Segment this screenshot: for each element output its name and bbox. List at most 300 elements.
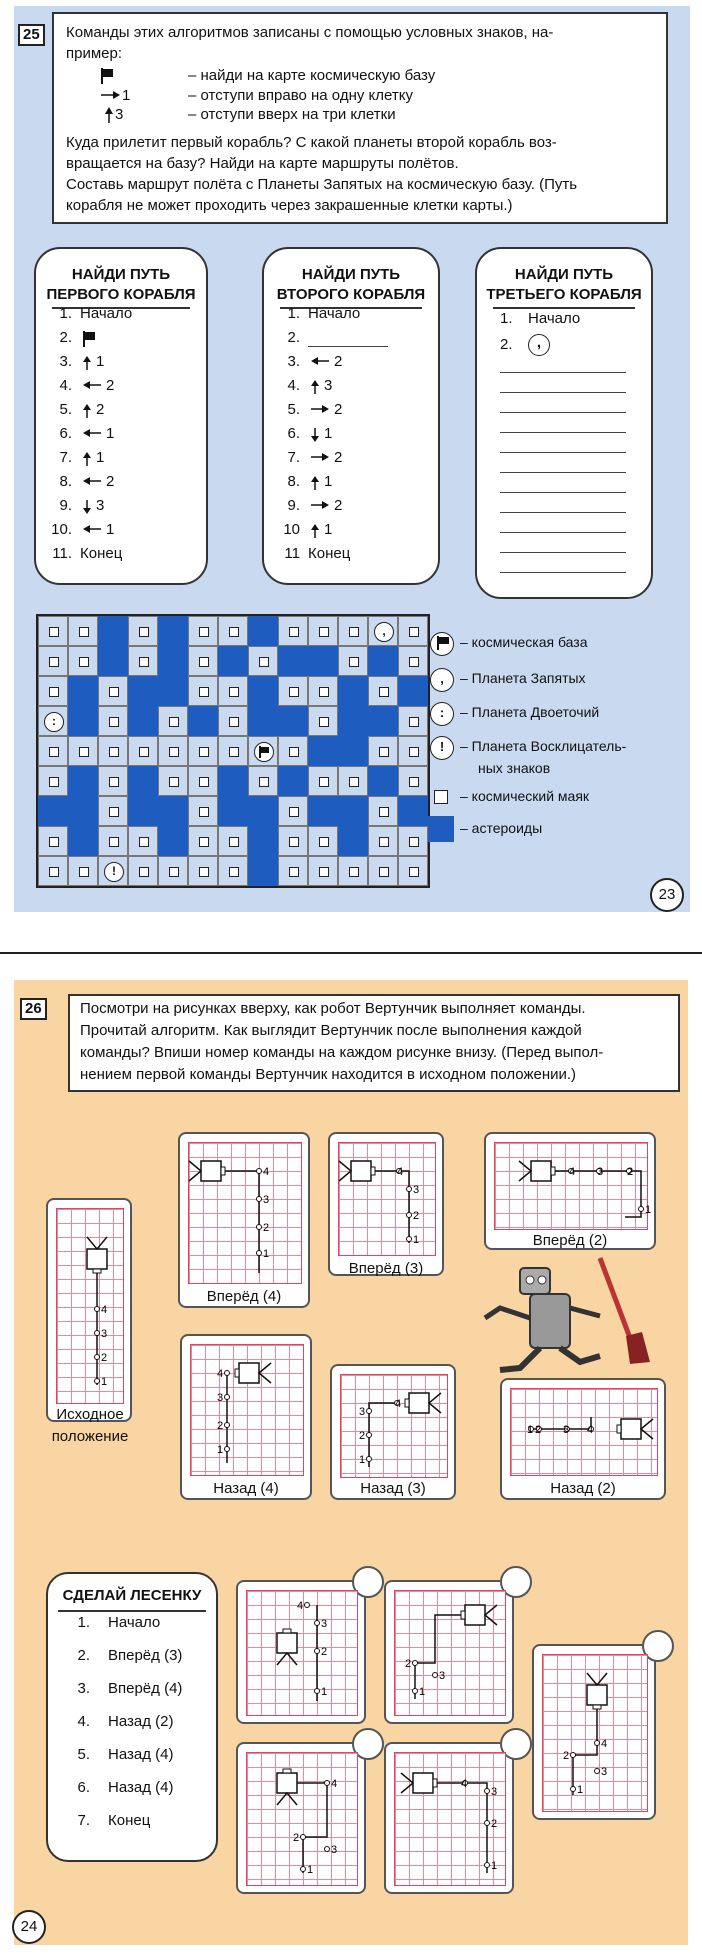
step-count: 1 xyxy=(106,521,115,538)
map-cell xyxy=(188,646,218,676)
map-cell xyxy=(278,736,308,766)
comma-planet-icon: , xyxy=(528,334,550,356)
track-point xyxy=(413,1689,418,1694)
track-point xyxy=(407,1187,412,1192)
track-number: 1 xyxy=(419,1686,426,1698)
forward-2-grid xyxy=(494,1142,652,1230)
map-cell xyxy=(128,736,158,766)
comma-planet-icon: , xyxy=(374,622,394,642)
beacon-icon xyxy=(169,867,179,877)
ladder-step-number: 6. xyxy=(77,1779,90,1796)
asteroid-cell xyxy=(158,646,188,676)
beacon-icon xyxy=(229,717,239,727)
map-cell xyxy=(368,676,398,706)
robot-icon xyxy=(277,1629,297,1665)
card-third-ship xyxy=(475,247,653,599)
asteroid-cell xyxy=(368,646,398,676)
track-point xyxy=(225,1371,230,1376)
track-number: 4 xyxy=(397,1166,404,1178)
caption: Назад (3) xyxy=(360,1480,426,1497)
step-count: 2 xyxy=(106,473,115,490)
robot-icon xyxy=(461,1605,497,1625)
track-number: 3 xyxy=(217,1392,224,1404)
track-number: 3 xyxy=(601,1766,608,1778)
map-cell xyxy=(278,826,308,856)
map-cell xyxy=(398,826,428,856)
map-cell xyxy=(158,736,188,766)
card-title: НАЙДИ ПУТЬ ПЕРВОГО КОРАБЛЯ xyxy=(46,266,196,303)
map-cell xyxy=(248,766,278,796)
task-text-line: пример: xyxy=(66,45,123,62)
map-cell xyxy=(278,616,308,646)
step-text: Конец xyxy=(308,545,351,562)
track-point xyxy=(413,1661,418,1666)
legend-text: – астероиды xyxy=(460,820,543,836)
map-cell xyxy=(68,736,98,766)
caption: Назад (4) xyxy=(213,1480,279,1497)
asteroid-cell xyxy=(218,766,248,796)
map-cell xyxy=(308,766,338,796)
legend-text: – космическая база xyxy=(460,634,588,650)
example-text: – отступи вверх на три клетки xyxy=(188,106,396,123)
beacon-icon xyxy=(319,687,329,697)
forward-4-grid xyxy=(188,1142,302,1284)
asteroid-cell xyxy=(338,706,368,736)
task-text-line: команды? Впиши номер команды на каждом рисунке внизу. (Перед выпол- xyxy=(80,1044,604,1061)
blank-line xyxy=(500,492,626,493)
asteroid-cell xyxy=(68,826,98,856)
back-3-grid xyxy=(340,1374,448,1478)
task-text-line: нением первой команды Вертунчик находится в исходном положении.) xyxy=(80,1066,577,1083)
asteroid-cell xyxy=(278,706,308,736)
beacon-icon xyxy=(169,747,179,757)
step-number: 7. xyxy=(59,449,72,466)
map-cell xyxy=(218,736,248,766)
beacon-icon xyxy=(259,777,269,787)
step-number: 8. xyxy=(59,473,72,490)
ladder-step-number: 7. xyxy=(77,1812,90,1829)
track-number: 1 xyxy=(491,1860,498,1872)
track-number: 2 xyxy=(491,1818,498,1830)
map-cell xyxy=(368,826,398,856)
track-point xyxy=(257,1169,262,1174)
blank-line xyxy=(500,472,626,473)
colon-planet-icon: : xyxy=(430,702,454,726)
track-number: 4 xyxy=(263,1166,270,1178)
beacon-icon xyxy=(109,777,119,787)
ladder-step-number: 1. xyxy=(77,1614,90,1631)
track-number: 3 xyxy=(413,1184,420,1196)
track-point xyxy=(315,1649,320,1654)
beacon-icon xyxy=(409,657,419,667)
card-title: НАЙДИ ПУТЬ ТРЕТЬЕГО КОРАБЛЯ xyxy=(486,266,642,303)
beacon-icon xyxy=(199,687,209,697)
ladder-step-text: Вперёд (3) xyxy=(108,1647,183,1664)
track-number: 1 xyxy=(101,1376,108,1388)
map-cell xyxy=(128,616,158,646)
blank-line xyxy=(500,572,626,573)
map-cell xyxy=(38,766,68,796)
map-cell xyxy=(398,706,428,736)
ladder-step-text: Конец xyxy=(108,1812,151,1829)
map-cell xyxy=(68,616,98,646)
track-point xyxy=(367,1433,372,1438)
map-cell xyxy=(98,706,128,736)
asteroid-cell xyxy=(398,676,428,706)
track-number: 2 xyxy=(405,1658,412,1670)
map-cell xyxy=(38,706,68,736)
map-cell xyxy=(188,856,218,886)
step-number: 4. xyxy=(287,377,300,394)
track-point xyxy=(315,1689,320,1694)
map-cell xyxy=(308,856,338,886)
step-count: 2 xyxy=(334,353,343,370)
robot-track xyxy=(435,1783,487,1873)
beacon-icon xyxy=(349,657,359,667)
track-point xyxy=(325,1847,330,1852)
track-point xyxy=(485,1863,490,1868)
step-number: 10 xyxy=(283,521,300,538)
map-cell xyxy=(218,616,248,646)
beacon-icon xyxy=(289,807,299,817)
step-number: 10. xyxy=(51,521,72,538)
beacon-icon xyxy=(199,657,209,667)
track-point xyxy=(257,1251,262,1256)
beacon-icon xyxy=(379,807,389,817)
beacon-icon xyxy=(199,777,209,787)
track-point xyxy=(407,1237,412,1242)
track-number: 1 xyxy=(527,1424,534,1436)
start-grid xyxy=(56,1208,124,1404)
beacon-icon xyxy=(49,747,59,757)
beacon-icon xyxy=(109,687,119,697)
map-cell xyxy=(308,706,338,736)
map-cell xyxy=(128,646,158,676)
map-cell xyxy=(368,736,398,766)
map-cell xyxy=(308,676,338,706)
track-number: 1 xyxy=(577,1784,584,1796)
ladder-step-number: 5. xyxy=(77,1746,90,1763)
track-point xyxy=(367,1457,372,1462)
beacon-icon xyxy=(109,837,119,847)
beacon-icon xyxy=(79,627,89,637)
track-number: 4 xyxy=(101,1304,108,1316)
ladder-step-number: 4. xyxy=(77,1713,90,1730)
track-number: 3 xyxy=(331,1844,338,1856)
ladder-step-text: Назад (4) xyxy=(108,1746,174,1763)
track-point xyxy=(95,1307,100,1312)
task-number: 26 xyxy=(20,998,47,1020)
example-text: – найди на карте космическую базу xyxy=(188,67,436,84)
beacon-icon xyxy=(409,777,419,787)
step-text: Начало xyxy=(528,310,581,327)
beacon-icon xyxy=(349,627,359,637)
beacon-icon xyxy=(49,627,59,637)
ladder-step-number: 2. xyxy=(77,1647,90,1664)
track-point xyxy=(315,1621,320,1626)
track-point xyxy=(95,1331,100,1336)
beacon-icon xyxy=(139,627,149,637)
asteroid-cell xyxy=(98,616,128,646)
map-cell xyxy=(248,736,278,766)
robot-track xyxy=(369,1171,409,1243)
map-cell xyxy=(398,856,428,886)
blank-line xyxy=(500,392,626,393)
back-2-grid xyxy=(510,1388,658,1476)
track-point xyxy=(595,1769,600,1774)
robot-icon xyxy=(277,1769,297,1805)
track-number: 3 xyxy=(491,1786,498,1798)
map-cell xyxy=(368,796,398,826)
example-symbol: 3 xyxy=(115,106,124,123)
asteroid-cell xyxy=(338,676,368,706)
step-number: 3. xyxy=(287,353,300,370)
robot-icon xyxy=(519,1161,555,1181)
asteroid-cell xyxy=(128,676,158,706)
map-cell xyxy=(338,616,368,646)
beacon-icon xyxy=(409,627,419,637)
beacon-icon xyxy=(169,717,179,727)
caption: Вперёд (3) xyxy=(348,1260,424,1277)
track-point xyxy=(407,1213,412,1218)
beacon-icon xyxy=(409,747,419,757)
map-cell xyxy=(158,766,188,796)
asteroid-cell xyxy=(188,706,218,736)
question-line: корабля не может проходить через закрашенные клетки карты.) xyxy=(66,197,513,214)
map-cell xyxy=(188,736,218,766)
track-number: 3 xyxy=(439,1670,446,1682)
asteroid-cell xyxy=(68,676,98,706)
asteroid-cell xyxy=(368,706,398,736)
asteroid-cell xyxy=(128,706,158,736)
map-cell xyxy=(398,766,428,796)
robot-track xyxy=(573,1705,597,1795)
beacon-icon xyxy=(409,717,419,727)
map-cell xyxy=(308,826,338,856)
asteroid-cell xyxy=(338,826,368,856)
blank-line xyxy=(500,372,626,373)
beacon-icon xyxy=(434,790,448,804)
map-cell xyxy=(398,616,428,646)
ladder-step-number: 3. xyxy=(77,1680,90,1697)
track-number: 3 xyxy=(359,1406,366,1418)
step-number: 6. xyxy=(287,425,300,442)
track-number: 4 xyxy=(569,1166,576,1178)
step-number: 5. xyxy=(59,401,72,418)
track-point xyxy=(225,1423,230,1428)
task-text-line: Прочитай алгоритм. Как выглядит Вертунчик после выполнения каждой xyxy=(80,1022,582,1039)
space-base-icon xyxy=(254,742,274,762)
caption: положение xyxy=(51,1428,129,1445)
robot-icon xyxy=(401,1773,437,1793)
track-number: 2 xyxy=(293,1832,300,1844)
track-point xyxy=(305,1603,310,1608)
asteroid-cell xyxy=(68,766,98,796)
map-cell xyxy=(98,826,128,856)
step-count: 2 xyxy=(96,401,105,418)
map-cell xyxy=(38,856,68,886)
track-number: 4 xyxy=(461,1778,468,1790)
map-cell xyxy=(278,676,308,706)
beacon-icon xyxy=(139,837,149,847)
track-number: 3 xyxy=(563,1424,570,1436)
beacon-icon xyxy=(289,687,299,697)
track-number: 4 xyxy=(601,1738,608,1750)
step-number: 2. xyxy=(59,329,72,346)
asteroid-cell xyxy=(248,796,278,826)
ladder-step-text: Назад (4) xyxy=(108,1779,174,1796)
asteroid-cell xyxy=(128,766,158,796)
asteroid-cell xyxy=(308,796,338,826)
track-number: 2 xyxy=(413,1210,420,1222)
answer-grid-3 xyxy=(542,1654,648,1812)
map-cell xyxy=(98,766,128,796)
exclamation-planet-icon: ! xyxy=(104,862,124,882)
robot-icon xyxy=(87,1237,107,1273)
beacon-icon xyxy=(229,687,239,697)
beacon-icon xyxy=(319,717,329,727)
legend-text: – Планета Запятых xyxy=(460,670,586,686)
map-cell xyxy=(338,646,368,676)
map-cell xyxy=(218,826,248,856)
beacon-icon xyxy=(49,687,59,697)
question-line: Составь маршрут полёта с Планеты Запятых на космическую базу. (Путь xyxy=(66,176,578,193)
beacon-icon xyxy=(229,837,239,847)
beacon-icon xyxy=(79,867,89,877)
asteroid-cell xyxy=(218,796,248,826)
beacon-icon xyxy=(319,867,329,877)
track-number: 1 xyxy=(263,1248,270,1260)
robot-illustration xyxy=(480,1258,650,1378)
asteroid-cell xyxy=(248,856,278,886)
asteroid-cell xyxy=(278,646,308,676)
map-cell xyxy=(278,856,308,886)
card-title: НАЙДИ ПУТЬ ВТОРОГО КОРАБЛЯ xyxy=(276,266,426,303)
step-count: 3 xyxy=(324,377,333,394)
track-point xyxy=(325,1781,330,1786)
robot-track xyxy=(297,1783,327,1873)
answer-grid-2 xyxy=(394,1590,506,1716)
map-cell xyxy=(158,856,188,886)
track-number: 1 xyxy=(217,1444,224,1456)
exclamation-planet-icon: ! xyxy=(430,736,454,760)
track-point xyxy=(257,1197,262,1202)
step-number: 9. xyxy=(287,497,300,514)
map-cell xyxy=(38,736,68,766)
track-number: 2 xyxy=(359,1430,366,1442)
beacon-icon xyxy=(139,657,149,667)
beacon-icon xyxy=(49,837,59,847)
robot-icon xyxy=(235,1363,271,1383)
beacon-icon xyxy=(109,807,119,817)
beacon-icon xyxy=(49,657,59,667)
ladder-step-text: Назад (2) xyxy=(108,1713,174,1730)
map-cell xyxy=(278,796,308,826)
map-cell xyxy=(38,646,68,676)
map-cell xyxy=(218,706,248,736)
beacon-icon xyxy=(169,777,179,787)
step-number: 1. xyxy=(287,305,300,322)
asteroid-cell xyxy=(338,796,368,826)
map-cell xyxy=(248,646,278,676)
blank-line xyxy=(500,452,626,453)
page-number: 23 xyxy=(650,878,684,912)
beacon-icon xyxy=(139,747,149,757)
step-number: 2. xyxy=(500,336,513,353)
step-number: 11 xyxy=(284,545,300,562)
track-point xyxy=(225,1395,230,1400)
map-cell xyxy=(188,796,218,826)
page-23 xyxy=(0,0,702,958)
asteroid-cell xyxy=(218,646,248,676)
robot-icon xyxy=(189,1161,225,1181)
asteroid-cell xyxy=(368,766,398,796)
track-number: 4 xyxy=(217,1368,224,1380)
asteroid-cell xyxy=(158,676,188,706)
track-point xyxy=(95,1379,100,1384)
step-number: 1. xyxy=(500,310,513,327)
track-point xyxy=(95,1355,100,1360)
step-number: 7. xyxy=(287,449,300,466)
track-point xyxy=(485,1789,490,1794)
asteroid-cell xyxy=(128,796,158,826)
legend-text: ных знаков xyxy=(478,760,551,776)
track-number: 2 xyxy=(627,1166,634,1178)
page-divider xyxy=(0,952,702,954)
asteroid-cell xyxy=(308,736,338,766)
beacon-icon xyxy=(379,747,389,757)
asteroid-cell xyxy=(278,766,308,796)
space-map xyxy=(36,614,430,888)
caption: Назад (2) xyxy=(550,1480,616,1497)
track-number: 3 xyxy=(101,1328,108,1340)
map-cell xyxy=(128,856,158,886)
beacon-icon xyxy=(109,747,119,757)
step-count: 1 xyxy=(106,425,115,442)
step-number: 8. xyxy=(287,473,300,490)
step-number: 6. xyxy=(59,425,72,442)
track-number: 2 xyxy=(217,1420,224,1432)
blank-line xyxy=(500,532,626,533)
track-number: 1 xyxy=(413,1234,420,1246)
track-point xyxy=(301,1835,306,1840)
map-cell xyxy=(98,736,128,766)
asteroid-cell xyxy=(158,826,188,856)
map-cell xyxy=(368,856,398,886)
colon-planet-icon: : xyxy=(44,712,64,732)
track-point xyxy=(639,1207,644,1212)
map-cell xyxy=(188,766,218,796)
answer-grid-4 xyxy=(246,1752,358,1886)
robot-icon xyxy=(405,1393,441,1413)
step-number: 9. xyxy=(59,497,72,514)
map-cell xyxy=(398,646,428,676)
step-text: Начало xyxy=(80,305,133,322)
map-cell xyxy=(338,766,368,796)
beacon-icon xyxy=(409,867,419,877)
map-cell xyxy=(338,856,368,886)
track-number: 1 xyxy=(645,1204,652,1216)
track-point xyxy=(433,1673,438,1678)
track-number: 1 xyxy=(359,1454,366,1466)
page-24 xyxy=(0,972,702,1958)
blank-line xyxy=(500,412,626,413)
track-number: 4 xyxy=(395,1398,402,1410)
map-cell xyxy=(158,706,188,736)
beacon-icon xyxy=(289,867,299,877)
robot-icon xyxy=(587,1673,607,1709)
beacon-icon xyxy=(229,747,239,757)
